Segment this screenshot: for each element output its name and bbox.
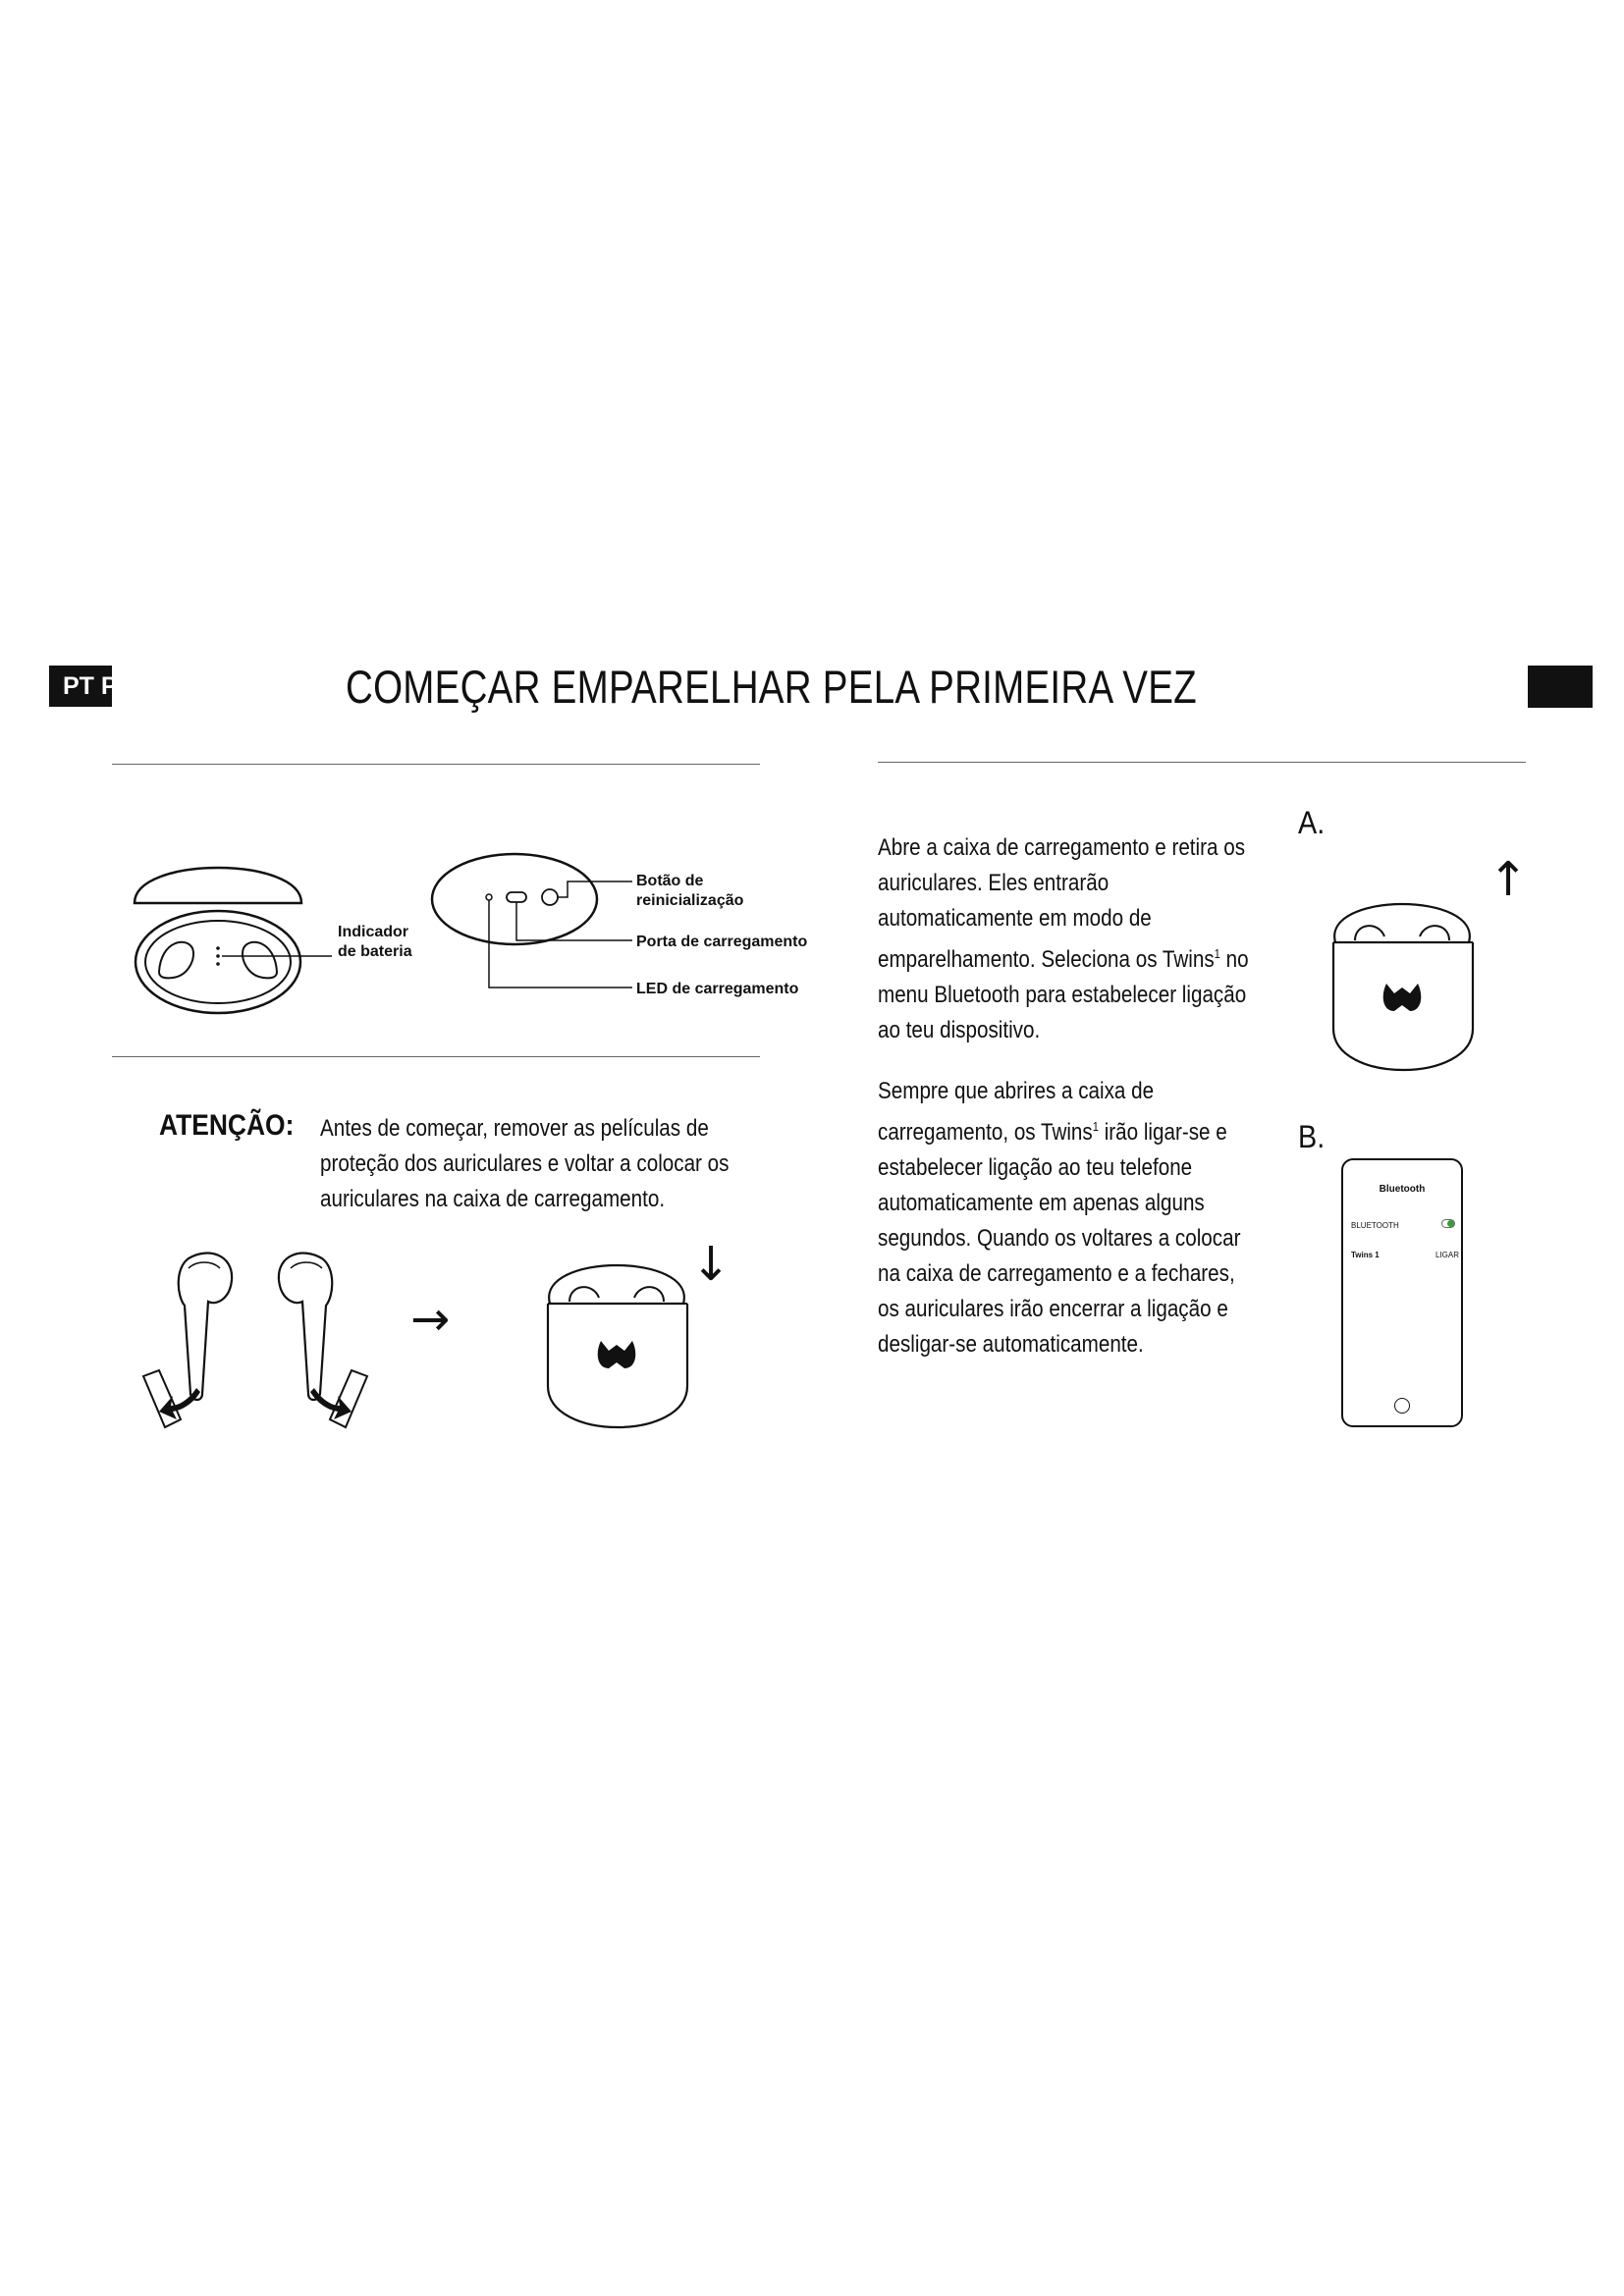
divider-middle-left <box>112 1056 760 1057</box>
toggle-knob <box>1447 1220 1454 1227</box>
paragraph-open-case: Abre a caixa de carregamento e retira os auriculares. Eles entrarão automaticamente em modo de emparelhamento. Seleciona os Twins$^1$ no menu Bluetooth para estabelecer ligação ao teu dispositivo. <box>878 834 1249 1043</box>
reset-button-label: Botão de reinicialização <box>636 873 744 909</box>
paragraph-auto-connect: Sempre que abrires a caixa de carregamento, os Twins$^1$ irão ligar-se e estabelecer ligação ao teu telefone automaticamente em apenas alguns segundos. Quando os voltares a colocar na caixa de carregamento e a fechares, os auriculares irão encerrar a ligação e desligar-se automaticamente. <box>878 1078 1241 1358</box>
charging-case-illustration <box>544 1239 691 1431</box>
bluetooth-toggle-label: BLUETOOTH <box>1351 1221 1399 1230</box>
page-title: COMEÇAR EMPARELHAR PELA PRIMEIRA VEZ <box>346 661 1197 713</box>
phone-illustration <box>1341 1158 1463 1427</box>
phone-screen-title: Bluetooth <box>1379 1184 1426 1195</box>
earbuds-film-removal-illustration <box>137 1247 373 1433</box>
device-twins-name[interactable]: Twins 1 <box>1351 1251 1380 1259</box>
divider-top-right <box>878 762 1526 763</box>
open-case-illustration <box>130 846 306 1023</box>
arrow-down-icon: ↓ <box>691 1237 731 1292</box>
page-number-tab <box>1528 666 1593 708</box>
divider-top-left <box>112 764 760 765</box>
bluetooth-toggle[interactable] <box>1441 1219 1455 1228</box>
step-b-label: B. <box>1298 1119 1326 1154</box>
attention-heading: ATENÇÃO: <box>159 1109 295 1142</box>
battery-indicator-label: Indicador de bateria <box>338 924 412 960</box>
language-tab: PT P <box>49 666 112 707</box>
charging-port-label: Porta de carregamento <box>636 934 808 950</box>
home-button-icon <box>1394 1398 1410 1414</box>
attention-text: Antes de começar, remover as películas de proteção dos auriculares e voltar a colocar os auriculares na caixa de carregamento. <box>320 1115 730 1212</box>
device-connect-action[interactable]: LIGAR <box>1435 1251 1460 1259</box>
open-case-step-a-illustration <box>1329 878 1477 1076</box>
arrow-up-icon: ↑ <box>1489 852 1529 907</box>
arrow-right-icon: → <box>410 1292 451 1347</box>
charging-led-label: LED de carregamento <box>636 981 799 997</box>
step-a-label: A. <box>1298 805 1326 840</box>
